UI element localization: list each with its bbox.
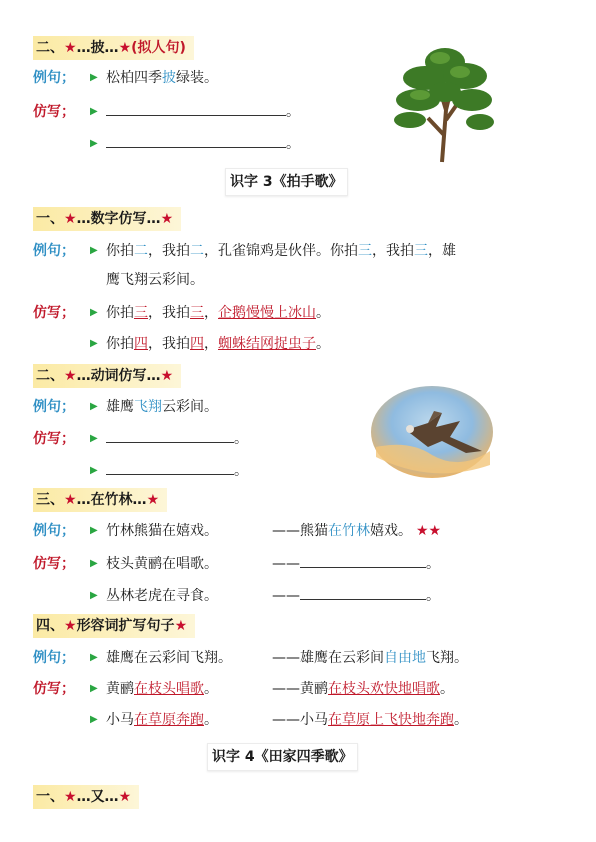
triangle-bullet-icon: ▶ [90, 72, 98, 83]
example-label: 例句； [33, 650, 75, 666]
example-sentence: 你拍二，我拍二，孔雀锦鸡是伙伴。你拍三，我拍三，雄 [106, 243, 456, 259]
eagle-image [370, 385, 494, 480]
triangle-bullet-icon: ▶ [90, 433, 98, 444]
practice-label: 仿写； [33, 556, 75, 572]
practice-answer: 你拍三，我拍三，企鹅慢慢上冰山。 [106, 305, 330, 321]
star-icon: ★ [118, 40, 132, 56]
triangle-bullet-icon: ▶ [90, 307, 98, 318]
example-label: 例句； [33, 523, 75, 539]
section-heading-verb: 二、★…动词仿写…★ [33, 364, 181, 388]
star-icon: ★ [64, 211, 77, 227]
star-icon: ★ [64, 40, 77, 56]
section-heading-adjective: 四、★形容词扩写句子★ [33, 614, 195, 638]
star-icon: ★ [160, 368, 174, 384]
triangle-bullet-icon: ▶ [90, 714, 98, 725]
triangle-bullet-icon: ▶ [90, 525, 98, 536]
triangle-bullet-icon: ▶ [90, 138, 98, 149]
blank-line[interactable]: 。 [106, 426, 248, 452]
triangle-bullet-icon: ▶ [90, 338, 98, 349]
triangle-bullet-icon: ▶ [90, 590, 98, 601]
practice-label: 仿写； [33, 431, 75, 447]
star-icon: ★ [64, 789, 77, 805]
example-sentence: 松柏四季披绿装。 [106, 70, 218, 86]
triangle-bullet-icon: ▶ [90, 106, 98, 117]
example-label: 例句； [33, 399, 75, 415]
section-heading-bamboo: 三、★…在竹林…★ [33, 488, 167, 512]
example-sentence: 雄鹰飞翔云彩间。 [106, 399, 218, 415]
star-icon: ★ [64, 618, 77, 634]
star-icon: ★ [146, 492, 160, 508]
blank-line[interactable]: 。 [106, 99, 300, 125]
pine-tree-image [390, 40, 500, 165]
star-icon: ★ [160, 211, 174, 227]
triangle-bullet-icon: ▶ [90, 683, 98, 694]
blank-line[interactable]: —— 。 [272, 583, 440, 609]
section-heading-you: 一、★…又…★ [33, 785, 139, 809]
practice-label: 仿写； [33, 104, 75, 120]
practice-label: 仿写； [33, 681, 75, 697]
star-icon: ★ [64, 368, 77, 384]
example-label: 例句； [33, 243, 75, 259]
triangle-bullet-icon: ▶ [90, 465, 98, 476]
blank-line[interactable]: 。 [106, 458, 248, 484]
section-heading-number: 一、★…数字仿写…★ [33, 207, 181, 231]
blank-line[interactable]: —— 。 [272, 551, 440, 577]
practice-label: 仿写； [33, 305, 75, 321]
star-icon: ★ [174, 618, 188, 634]
triangle-bullet-icon: ▶ [90, 401, 98, 412]
star-icon: ★ [64, 492, 77, 508]
triangle-bullet-icon: ▶ [90, 245, 98, 256]
blank-line[interactable]: 。 [106, 131, 300, 157]
star-icon: ★ [118, 789, 132, 805]
practice-answer: 你拍四，我拍四，蜘蛛结网捉虫子。 [106, 336, 330, 352]
star-rating-icon: ★★ [416, 523, 442, 539]
triangle-bullet-icon: ▶ [90, 652, 98, 663]
section-heading-pi: 二、★…披…★(拟人句) [33, 36, 194, 60]
lesson-title: 识字 4《田家四季歌》 [207, 743, 358, 771]
triangle-bullet-icon: ▶ [90, 558, 98, 569]
lesson-title: 识字 3《拍手歌》 [225, 168, 348, 196]
example-label: 例句； [33, 70, 75, 86]
